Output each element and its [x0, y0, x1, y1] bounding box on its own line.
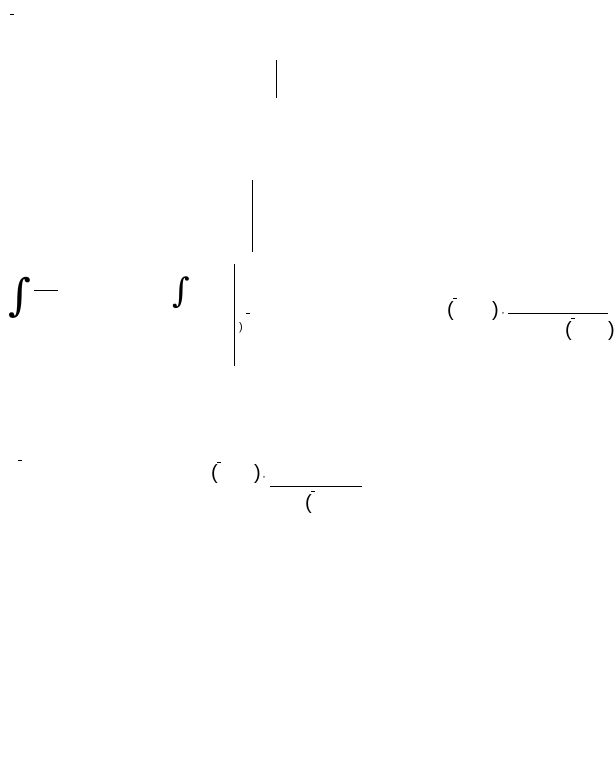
kw-substitute[interactable] [239, 322, 250, 333]
half-fraction [311, 491, 315, 492]
keyword-bar [276, 60, 277, 98]
half-fraction [571, 318, 575, 319]
integral-sign: ∫ [172, 271, 190, 311]
keyword-bar [234, 264, 235, 366]
integral-sign: ∫ [8, 270, 31, 321]
integral-right[interactable] [172, 268, 232, 348]
paren-open: ( [305, 492, 312, 514]
paren-open: ( [447, 299, 454, 321]
paren-close: ) [492, 299, 499, 321]
keyword-bar [252, 180, 253, 252]
derivative-operator [10, 14, 14, 15]
close-paren: ) [239, 321, 243, 333]
concentration-plot[interactable] [0, 541, 613, 781]
xt-assign[interactable] [138, 458, 378, 518]
dot: · [501, 305, 505, 319]
lambda-assign[interactable] [18, 470, 22, 482]
power-half [18, 460, 22, 461]
big-frac-line [270, 486, 362, 487]
half-fraction [217, 462, 221, 463]
power-half [246, 313, 250, 314]
integrand-fraction [34, 290, 58, 291]
paren-open: ( [211, 462, 218, 484]
ode-equation[interactable] [10, 8, 14, 20]
dot: · [262, 469, 266, 483]
half-fraction [453, 298, 457, 299]
paren-open: ( [565, 319, 572, 341]
paren-close: ) [608, 319, 615, 341]
big-frac-line [508, 313, 608, 314]
paren-close: ) [254, 462, 261, 484]
